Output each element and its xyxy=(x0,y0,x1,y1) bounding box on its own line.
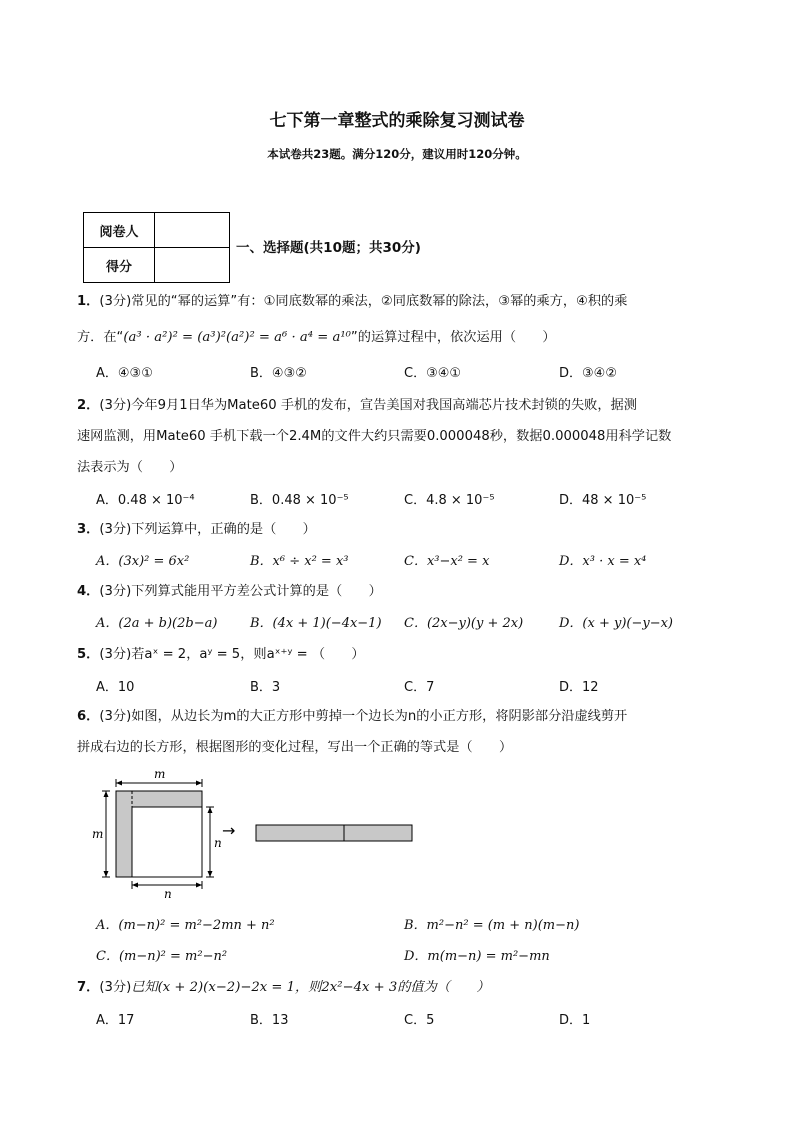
option-d[interactable]: D．m(m−n) = m²−mn xyxy=(404,949,550,964)
option-b[interactable]: B．13 xyxy=(250,1013,289,1028)
option-c[interactable]: C．7 xyxy=(404,680,435,695)
option-a[interactable]: A．(2a + b)(2b−a) xyxy=(96,616,218,631)
question-1-line-2 xyxy=(77,326,556,345)
top-arrow-right xyxy=(196,781,202,786)
question-text: 方．在“ xyxy=(77,330,124,345)
option-b[interactable]: B．0.48 × 10⁻⁵ xyxy=(250,493,349,508)
section-heading: 一、选择题(共10题；共30分) xyxy=(236,240,421,256)
question-text: 下列运算中，正确的是（ ） xyxy=(131,522,316,537)
page-subtitle: 本试卷共23题。满分120分，建议用时120分钟。 xyxy=(267,147,527,161)
score-field[interactable] xyxy=(155,248,230,283)
option-d[interactable]: D．12 xyxy=(559,680,599,695)
question-points: (3分) xyxy=(99,398,132,413)
question-text: 如图，从边长为m的大正方形中剪掉一个边长为n的小正方形，将阴影部分沿虚线剪开 xyxy=(131,709,628,724)
option-a[interactable]: A．0.48 × 10⁻⁴ xyxy=(96,493,195,508)
question-number: 5． xyxy=(77,647,100,662)
option-c[interactable]: C．4.8 × 10⁻⁵ xyxy=(404,493,495,508)
option-c[interactable]: C．5 xyxy=(404,1013,435,1028)
left-arrow-down xyxy=(104,871,109,877)
option-b[interactable]: B．④③② xyxy=(250,366,307,381)
transform-arrow: → xyxy=(222,821,236,840)
option-d[interactable]: D．③④② xyxy=(559,366,617,381)
option-c[interactable]: C．③④① xyxy=(404,366,462,381)
right-arrow-down xyxy=(208,871,213,877)
bottom-arrow-right xyxy=(196,883,202,888)
question-6-line-2: 拼成右边的长方形，根据图形的变化过程，写出一个正确的等式是（ ） xyxy=(77,740,513,755)
score-label: 得分 xyxy=(84,248,155,283)
question-text: 若aˣ = 2，aʸ = 5，则aˣ⁺ʸ = （ ） xyxy=(131,647,365,662)
question-text: 今年9月1日华为Mate60 手机的发布，宣告美国对我国高端芯片技术封锁的失败，据测 xyxy=(131,398,637,413)
option-d[interactable]: D．1 xyxy=(559,1013,591,1028)
question-2 xyxy=(77,394,637,413)
label-top-m: m xyxy=(154,767,166,781)
question-text: ”的运算过程中，依次运用（ ） xyxy=(350,330,556,345)
bottom-arrow-left xyxy=(132,883,138,888)
question-4 xyxy=(77,580,382,599)
question-text: 常见的“幂的运算”有：①同底数幂的乘法，②同底数幂的除法，③幂的乘方，④积的乘 xyxy=(131,294,628,309)
question-number: 4． xyxy=(77,584,100,599)
option-a[interactable]: A．(m−n)² = m²−2mn + n² xyxy=(96,918,275,933)
option-d[interactable]: D．x³ · x = x⁴ xyxy=(559,554,647,569)
option-b[interactable]: B．m²−n² = (m + n)(m−n) xyxy=(404,918,580,933)
option-a[interactable]: A．10 xyxy=(96,680,135,695)
page-title: 七下第一章整式的乘除复习测试卷 xyxy=(269,111,525,131)
option-c[interactable]: C．x³−x² = x xyxy=(404,554,490,569)
option-d[interactable]: D．48 × 10⁻⁵ xyxy=(559,493,647,508)
option-a[interactable]: A．④③① xyxy=(96,366,153,381)
small-square xyxy=(132,807,202,877)
question-2-line-2: 速网监测，用Mate60 手机下载一个2.4M的文件大约只需要0.000048秒，数据0.000048用科学记数 xyxy=(77,429,672,444)
option-b[interactable]: B．x⁶ ÷ x² = x³ xyxy=(250,554,349,569)
question-6 xyxy=(77,705,627,724)
question-points: (3分) xyxy=(99,584,132,599)
option-a[interactable]: A．(3x)² = 6x² xyxy=(96,554,190,569)
right-arrow-up xyxy=(208,807,213,813)
question-number: 1． xyxy=(77,294,100,309)
question-number: 2． xyxy=(77,398,100,413)
option-c[interactable]: C．(2x−y)(y + 2x) xyxy=(404,616,524,631)
question-number: 3． xyxy=(77,522,100,537)
question-2-line-3: 法表示为（ ） xyxy=(77,460,183,475)
label-left-m: m xyxy=(92,827,104,841)
question-7 xyxy=(77,976,490,995)
top-arrow-left xyxy=(116,781,122,786)
question-points: (3分) xyxy=(99,709,132,724)
formula: (a³ · a²)² = (a³)²(a²)² = a⁶ · a⁴ = a¹⁰ xyxy=(123,330,351,345)
question-number: 7． xyxy=(77,980,100,995)
option-a[interactable]: A．17 xyxy=(96,1013,135,1028)
label-right-n: n xyxy=(214,836,222,850)
question-points: (3分) xyxy=(99,980,132,995)
label-bottom-n: n xyxy=(164,887,172,900)
question-number: 6． xyxy=(77,709,100,724)
left-arrow-up xyxy=(104,791,109,797)
option-c[interactable]: C．(m−n)² = m²−n² xyxy=(96,949,228,964)
question-points: (3分) xyxy=(99,294,132,309)
question-3 xyxy=(77,518,316,537)
option-d[interactable]: D．(x + y)(−y−x) xyxy=(559,616,674,631)
question-1 xyxy=(77,290,627,309)
option-b[interactable]: B．(4x + 1)(−4x−1) xyxy=(250,616,382,631)
result-rectangle xyxy=(256,825,412,841)
reviewer-field[interactable] xyxy=(155,213,230,248)
score-table xyxy=(83,212,230,283)
question-text: 下列算式能用平方差公式计算的是（ ） xyxy=(131,584,382,599)
question-points: (3分) xyxy=(99,522,132,537)
question-5 xyxy=(77,643,365,662)
question-points: (3分) xyxy=(99,647,132,662)
option-b[interactable]: B．3 xyxy=(250,680,281,695)
square-figure xyxy=(88,764,428,900)
reviewer-label: 阅卷人 xyxy=(84,213,155,248)
question-text: 已知(x + 2)(x−2)−2x = 1，则2x²−4x + 3的值为（ ） xyxy=(131,980,490,995)
